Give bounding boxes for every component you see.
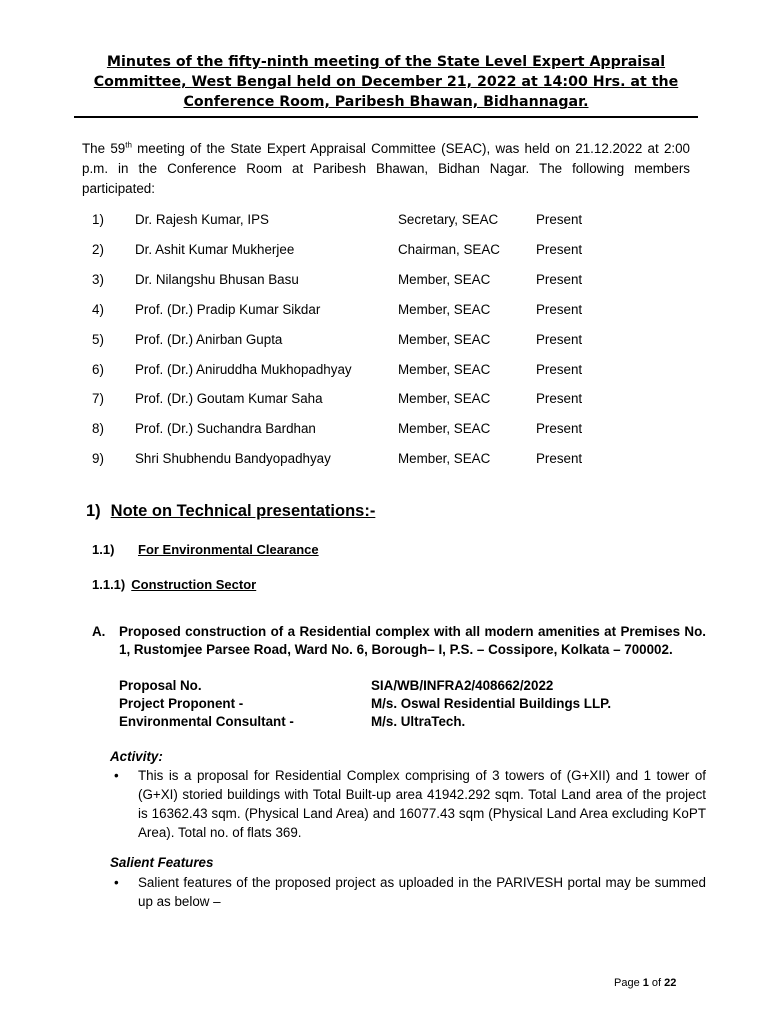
member-number: 1) <box>92 212 104 227</box>
member-number: 9) <box>92 451 104 466</box>
salient-features-text: Salient features of the proposed project as uploaded in the PARIVESH portal may be summed up as below – <box>138 875 706 909</box>
member-number: 4) <box>92 302 104 317</box>
bullet-icon: • <box>114 875 119 890</box>
member-role: Member, SEAC <box>398 451 491 466</box>
document-title: Minutes of the fifty-ninth meeting of the State Level Expert Appraisal Committee, West Bengal held on December 21, 2022 at 14:00 Hrs. at the Conference Room, Paribesh Bhawan, Bidhannagar. <box>93 54 679 110</box>
page-prefix: Page <box>614 977 643 989</box>
member-status: Present <box>536 212 583 227</box>
member-row <box>92 360 612 380</box>
member-name: Shri Shubhendu Bandyopadhyay <box>135 451 331 466</box>
activity-text: This is a proposal for Residential Complex comprising of 3 towers of (G+XII) and 1 tower of (G+XI) storied buildings with Total Built-up area 41942.292 sqm. Total Land area of the project is 16362.43 sqm. (Physical Land Area) and 16077.43 sqm (Physical Land Area excluding KoPT Area). Total no. of flats 369. <box>138 768 706 840</box>
member-row <box>92 389 612 409</box>
salient-features-heading: Salient Features <box>110 855 214 870</box>
page-number <box>614 976 676 990</box>
environmental-consultant-row <box>119 713 679 731</box>
member-name: Dr. Nilangshu Bhusan Basu <box>135 272 299 287</box>
member-status: Present <box>536 242 583 257</box>
intro-paragraph <box>82 139 690 199</box>
member-row <box>92 240 612 260</box>
member-row <box>92 270 612 290</box>
page-total: 22 <box>664 977 677 989</box>
item-letter: A. <box>92 624 106 639</box>
member-number: 2) <box>92 242 104 257</box>
intro-text-start: The 59 <box>82 141 126 156</box>
title-divider <box>74 116 698 118</box>
page-of: of <box>648 977 665 989</box>
member-number: 6) <box>92 362 104 377</box>
member-number: 7) <box>92 391 104 406</box>
member-name: Prof. (Dr.) Pradip Kumar Sikdar <box>135 302 321 317</box>
member-number: 8) <box>92 421 104 436</box>
member-role: Member, SEAC <box>398 362 491 377</box>
project-proponent-value: M/s. Oswal Residential Buildings LLP. <box>371 696 612 711</box>
member-role: Member, SEAC <box>398 391 491 406</box>
subsection-number: 1.1) <box>92 542 115 557</box>
member-row <box>92 449 612 469</box>
member-name: Dr. Ashit Kumar Mukherjee <box>135 242 295 257</box>
member-number: 5) <box>92 332 104 347</box>
member-role: Member, SEAC <box>398 272 491 287</box>
page-current: 1 <box>642 977 649 989</box>
member-status: Present <box>536 362 583 377</box>
member-row <box>92 210 612 230</box>
member-name: Prof. (Dr.) Anirban Gupta <box>135 332 283 347</box>
project-proponent-row <box>119 695 679 713</box>
proposal-number-label: Proposal No. <box>119 678 202 693</box>
bullet-icon: • <box>114 768 119 783</box>
subsection-heading-environmental-clearance <box>92 541 319 559</box>
proposal-description: Proposed construction of a Residential complex with all modern amenities at Premises No. 1, Rustomjee Parsee Road, Ward No. 6, Borough– I, P.S. – Cossipore, Kolkata – 700002. <box>119 624 706 657</box>
member-row <box>92 300 612 320</box>
environmental-consultant-value: M/s. UltraTech. <box>371 714 466 729</box>
member-role: Secretary, SEAC <box>398 212 499 227</box>
project-proponent-label: Project Proponent - <box>119 696 244 711</box>
member-status: Present <box>536 421 583 436</box>
environmental-consultant-label: Environmental Consultant - <box>119 714 294 729</box>
member-role: Member, SEAC <box>398 421 491 436</box>
member-role: Member, SEAC <box>398 332 491 347</box>
section-number: 1) <box>86 502 101 520</box>
activity-heading: Activity: <box>110 749 163 764</box>
member-status: Present <box>536 272 583 287</box>
member-status: Present <box>536 391 583 406</box>
subsubsection-heading-construction-sector <box>92 576 256 594</box>
member-role: Member, SEAC <box>398 302 491 317</box>
member-status: Present <box>536 302 583 317</box>
section-title: Note on Technical presentations:- <box>110 502 376 520</box>
member-name: Prof. (Dr.) Suchandra Bardhan <box>135 421 316 436</box>
proposal-number-row <box>119 677 679 695</box>
member-name: Prof. (Dr.) Aniruddha Mukhopadhyay <box>135 362 352 377</box>
subsubsection-number: 1.1.1) <box>92 577 126 592</box>
member-status: Present <box>536 451 583 466</box>
intro-superscript: th <box>125 140 132 150</box>
member-number: 3) <box>92 272 104 287</box>
subsubsection-title: Construction Sector <box>131 577 257 592</box>
member-role: Chairman, SEAC <box>398 242 500 257</box>
subsection-title: For Environmental Clearance <box>138 542 319 557</box>
intro-text-rest: meeting of the State Expert Appraisal Committee (SEAC), was held on 21.12.2022 at 2:00 p.m. in the Conference Room at Paribesh Bhawan, Bidhan Nagar. The following members participated: <box>82 141 691 196</box>
section-heading-technical-presentations <box>86 500 375 522</box>
member-name: Dr. Rajesh Kumar, IPS <box>135 212 269 227</box>
member-name: Prof. (Dr.) Goutam Kumar Saha <box>135 391 323 406</box>
proposal-number-value: SIA/WB/INFRA2/408662/2022 <box>371 678 554 693</box>
member-row <box>92 330 612 350</box>
member-row <box>92 419 612 439</box>
member-status: Present <box>536 332 583 347</box>
